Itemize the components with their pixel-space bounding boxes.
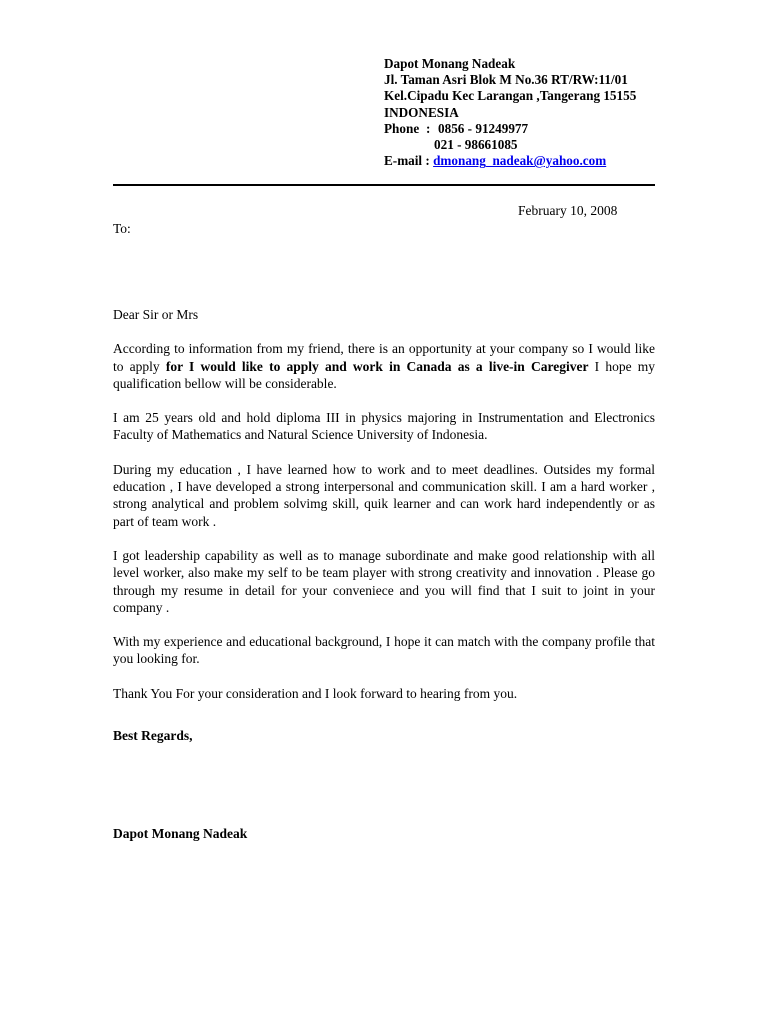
sender-country: INDONESIA <box>384 104 459 120</box>
phone-number-1: 0856 - 91249977 <box>438 120 529 136</box>
recipient-label: To: <box>113 221 131 236</box>
paragraph-3: During my education , I have learned how to work and to meet deadlines. Outsides my formal education , I have developed a strong interpersonal and communication skill. I am a hard worker , strong analytical and problem solvimg skill, quik learner and can work hard independently or as part of team work . <box>113 461 655 529</box>
signature: Dapot Monang Nadeak <box>113 826 248 841</box>
sender-block <box>384 56 684 169</box>
paragraph-6: Thank You For your consideration and I look forward to hearing from you. <box>113 685 518 701</box>
email-link[interactable]: dmonang_nadeak@yahoo.com <box>433 153 607 169</box>
phone-separator: : <box>426 120 431 136</box>
paragraph-4: I got leadership capability as well as to manage subordinate and make good relationship with all level worker, also make my self to be team player with strong creativity and innovation . Please go through my resume in detail for your conveniece and you will find that I suit to joint in your company . <box>113 547 655 615</box>
paragraph-1-bold: for I would like to apply and work in Canada as a live-in Caregiver <box>165 358 589 374</box>
paragraph-5: With my experience and educational background, I hope it can match with the company profile that you looking for. <box>113 634 655 667</box>
paragraph-2: I am 25 years old and hold diploma III in physics majoring in Instrumentation and Electronics Faculty of Mathematics and Natural Science University of Indonesia. <box>113 410 655 443</box>
paragraph-1-text-b: I hope my qualification bellow will be considerable. <box>113 358 655 391</box>
letter-body <box>113 306 655 744</box>
paragraph-1 <box>113 340 655 392</box>
phone-row <box>384 121 684 137</box>
sender-address-line-1: Jl. Taman Asri Blok M No.36 RT/RW:11/01 <box>384 72 628 88</box>
phone-label: Phone <box>384 120 420 136</box>
header-divider <box>113 184 655 186</box>
sender-address-line-2: Kel.Cipadu Kec Larangan ,Tangerang 15155 <box>384 88 637 104</box>
paragraph-1-text-a: According to information from my friend, there is an opportunity at your company so I would like to apply <box>113 341 655 374</box>
email-row <box>384 153 684 169</box>
sender-name: Dapot Monang Nadeak <box>384 56 516 71</box>
salutation: Dear Sir or Mrs <box>113 307 199 322</box>
closing: Best Regards, <box>113 728 193 744</box>
letter-date: February 10, 2008 <box>518 203 618 218</box>
email-label: E-mail : <box>384 153 430 169</box>
phone-number-2: 021 - 98661085 <box>434 137 518 153</box>
